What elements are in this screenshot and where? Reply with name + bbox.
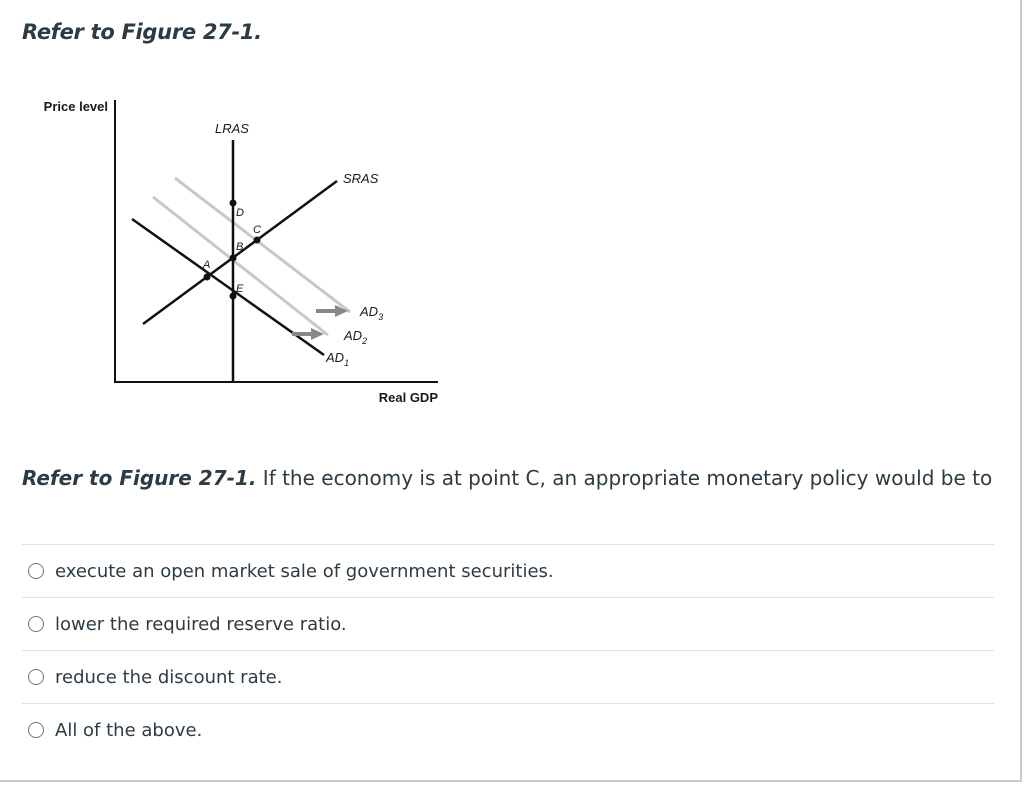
figure-27-1 (30, 90, 460, 420)
radio-button[interactable] (28, 669, 44, 685)
point-e-label: E (236, 283, 244, 295)
answer-option[interactable] (22, 650, 994, 703)
radio-button[interactable] (28, 563, 44, 579)
answer-option[interactable] (22, 544, 994, 597)
radio-button[interactable] (28, 616, 44, 632)
question-text (22, 466, 1002, 490)
point-d (230, 200, 237, 207)
x-axis-label: Real GDP (378, 390, 438, 405)
lras-label: LRAS (215, 121, 249, 136)
point-b (230, 255, 237, 262)
answer-list (22, 544, 994, 756)
answer-label: reduce the discount rate. (55, 666, 283, 688)
ad2-label: $AD_2$ (344, 328, 368, 346)
y-axis-label: Price level (43, 99, 108, 114)
point-c-label: C (253, 224, 261, 236)
point-a-label: A (203, 259, 211, 271)
answer-option[interactable] (22, 703, 994, 756)
ad-as-diagram (30, 90, 460, 420)
point-b-label: B (236, 241, 244, 253)
ad1-label: $AD_1$ (326, 350, 350, 368)
question-header: Refer to Figure 27-1. (22, 20, 262, 44)
answer-label: execute an open market sale of government securities. (55, 560, 554, 582)
answer-option[interactable] (22, 597, 994, 650)
ad3-label: $AD_3$ (360, 304, 384, 322)
question-ref: Refer to Figure 27-1. (22, 466, 257, 490)
radio-button[interactable] (28, 722, 44, 738)
sras-label: SRAS (343, 171, 379, 186)
ad3-curve (175, 178, 350, 312)
point-c (254, 237, 261, 244)
answer-label: All of the above. (55, 719, 203, 741)
point-a (204, 274, 211, 281)
question-body: If the economy is at point C, an appropriate monetary policy would be to (256, 466, 993, 490)
point-d-label: D (236, 207, 244, 219)
answer-label: lower the required reserve ratio. (55, 613, 347, 635)
